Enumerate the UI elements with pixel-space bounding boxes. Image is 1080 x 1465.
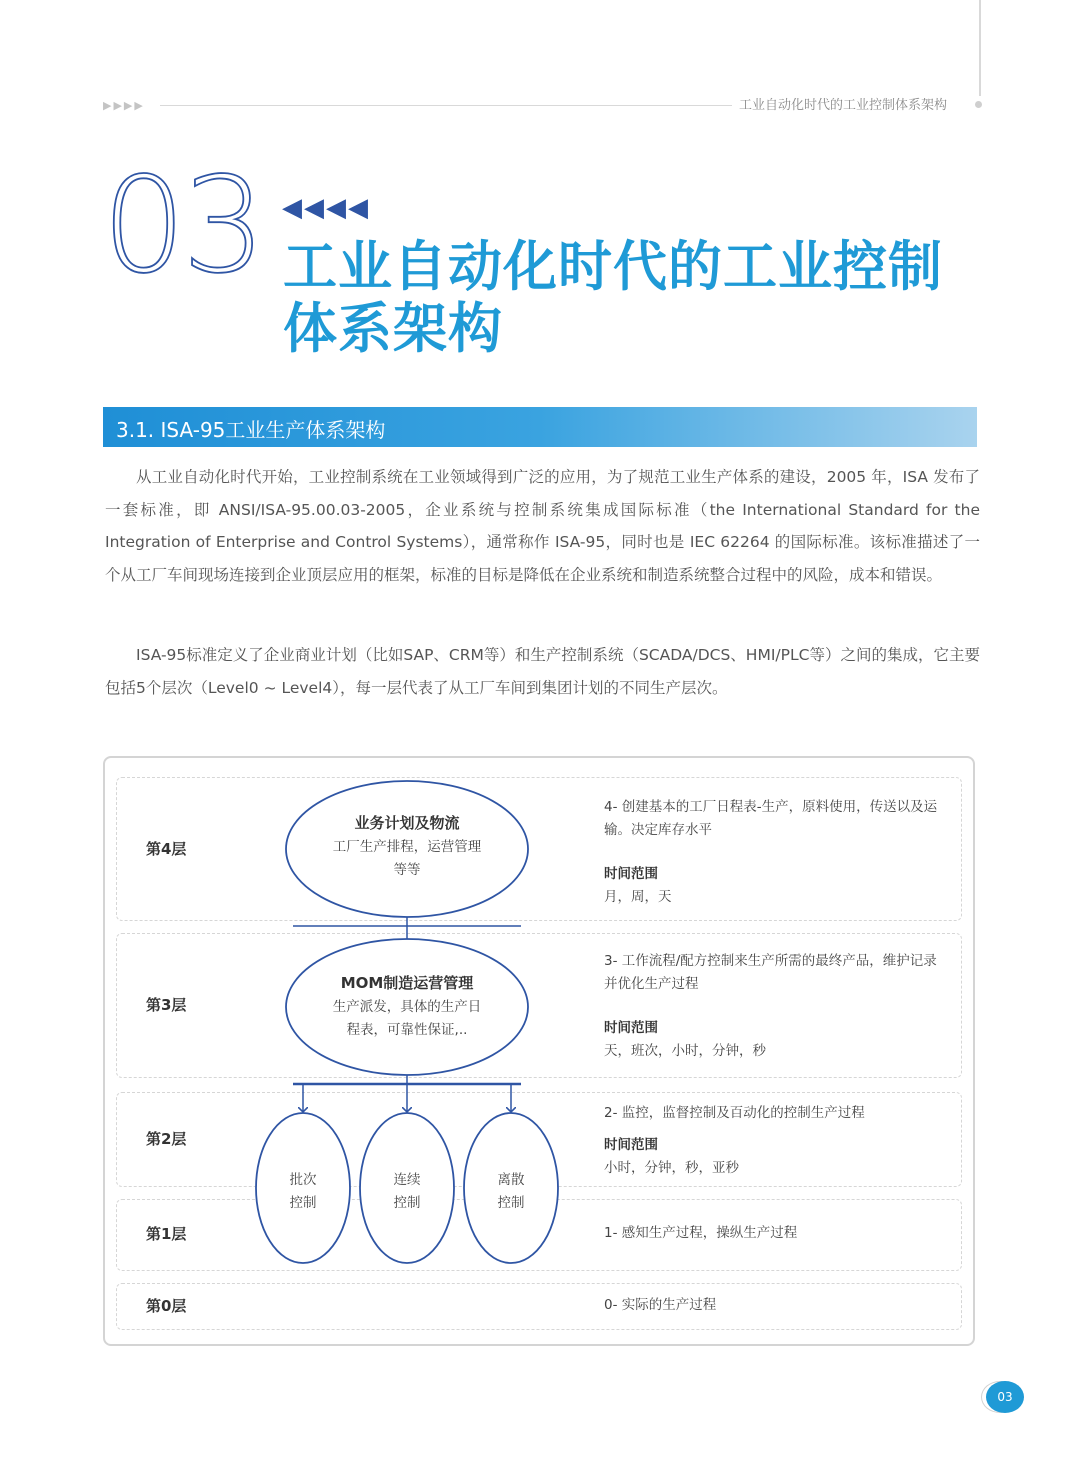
layer-desc-2-time-value: 小时，分钟，秒，亚秒 xyxy=(604,1160,739,1176)
control-discrete-line2: 控制 xyxy=(497,1195,525,1211)
ellipse-top-sub1: 工厂生产排程，运营管理 xyxy=(332,839,482,855)
layer-desc-1 xyxy=(604,1222,949,1245)
layer-desc-2-time-label: 时间范围 xyxy=(604,1137,658,1153)
layer-desc-0 xyxy=(604,1294,949,1317)
control-discrete-text xyxy=(481,1169,541,1215)
chapter-number: 03 xyxy=(102,149,262,303)
ellipse-mid-sub2: 程表，可靠性保证,.. xyxy=(346,1022,468,1038)
control-continuous-line1: 连续 xyxy=(393,1172,421,1188)
page-number: 03 xyxy=(986,1381,1024,1413)
control-continuous-text xyxy=(377,1169,437,1215)
header-arrows-icon: ▶▶▶▶ xyxy=(103,99,145,112)
ellipse-mid-sub1: 生产派发，具体的生产日 xyxy=(332,999,482,1015)
layer-desc-4-text: 4- 创建基本的工厂日程表-生产，原料使用，传送以及运输。决定库存水平 xyxy=(604,799,938,838)
section-title: 3.1. ISA-95工业生产体系架构 xyxy=(116,418,386,442)
ellipse-top-sub2: 等等 xyxy=(393,862,421,878)
ellipse-top-text xyxy=(300,812,514,882)
layer-desc-2-text: 2- 监控，监督控制及百动化的控制生产过程 xyxy=(604,1105,865,1121)
layer-desc-4-time-value: 月，周，天 xyxy=(604,889,672,905)
chapter-title-line1: 工业自动化时代的工业控制 xyxy=(283,235,943,298)
control-discrete-line1: 离散 xyxy=(497,1172,525,1188)
layer-desc-3 xyxy=(604,950,949,1063)
running-title: 工业自动化时代的工业控制体系架构 xyxy=(739,98,948,113)
layer-desc-3-time-value: 天，班次，小时，分钟，秒 xyxy=(604,1043,766,1059)
layer-desc-3-time-label: 时间范围 xyxy=(604,1020,658,1036)
body-paragraph-1: 从工业自动化时代开始，工业控制系统在工业领域得到广泛的应用，为了规范工业生产体系的建设，2005 年，ISA 发布了一套标准，即 ANSI/ISA-95.00.03-2005，企业系统与控制系统集成国际标准（the International Standard for the Integration of Enterprise and Control Systems），通常称作 ISA-95，同时也是 IEC 62264 的国际标准。该标准描述了一个从工厂车间现场连接到企业顶层应用的框架，标准的目标是降低在企业系统和制造系统整合过程中的风险，成本和错误。 xyxy=(105,468,980,584)
layer-desc-1-text: 1- 感知生产过程，操纵生产过程 xyxy=(604,1225,798,1241)
layer-desc-3-text: 3- 工作流程/配方控制来生产所需的最终产品，维护记录并优化生产过程 xyxy=(604,953,937,992)
layer-label-2: 第2层 xyxy=(146,1130,187,1148)
control-continuous-line2: 控制 xyxy=(393,1195,421,1211)
layer-desc-4 xyxy=(604,796,949,909)
control-batch-line2: 控制 xyxy=(289,1195,317,1211)
control-batch-text xyxy=(273,1169,333,1215)
ellipse-mid-text xyxy=(300,972,514,1042)
layer-label-3: 第3层 xyxy=(146,996,187,1014)
ellipse-top-title: 业务计划及物流 xyxy=(354,814,460,832)
layer-desc-0-text: 0- 实际的生产过程 xyxy=(604,1297,717,1313)
layer-desc-2 xyxy=(604,1102,949,1180)
body-paragraph-2: ISA-95标准定义了企业商业计划（比如SAP、CRM等）和生产控制系统（SCADA/DCS、HMI/PLC等）之间的集成，它主要包括5个层次（Level0 ~ Level4），每一层代表了从工厂车间到集团计划的不同生产层次。 xyxy=(105,646,980,697)
chapter-title-line2: 体系架构 xyxy=(283,297,503,360)
chapter-arrows-icon: ◀◀◀◀ xyxy=(282,193,370,223)
layer-label-0: 第0层 xyxy=(146,1297,187,1315)
ellipse-mid-title: MOM制造运营管理 xyxy=(340,974,474,992)
layer-label-4: 第4层 xyxy=(146,840,187,858)
control-batch-line1: 批次 xyxy=(289,1172,317,1188)
layer-desc-4-time-label: 时间范围 xyxy=(604,866,658,882)
layer-label-1: 第1层 xyxy=(146,1225,187,1243)
